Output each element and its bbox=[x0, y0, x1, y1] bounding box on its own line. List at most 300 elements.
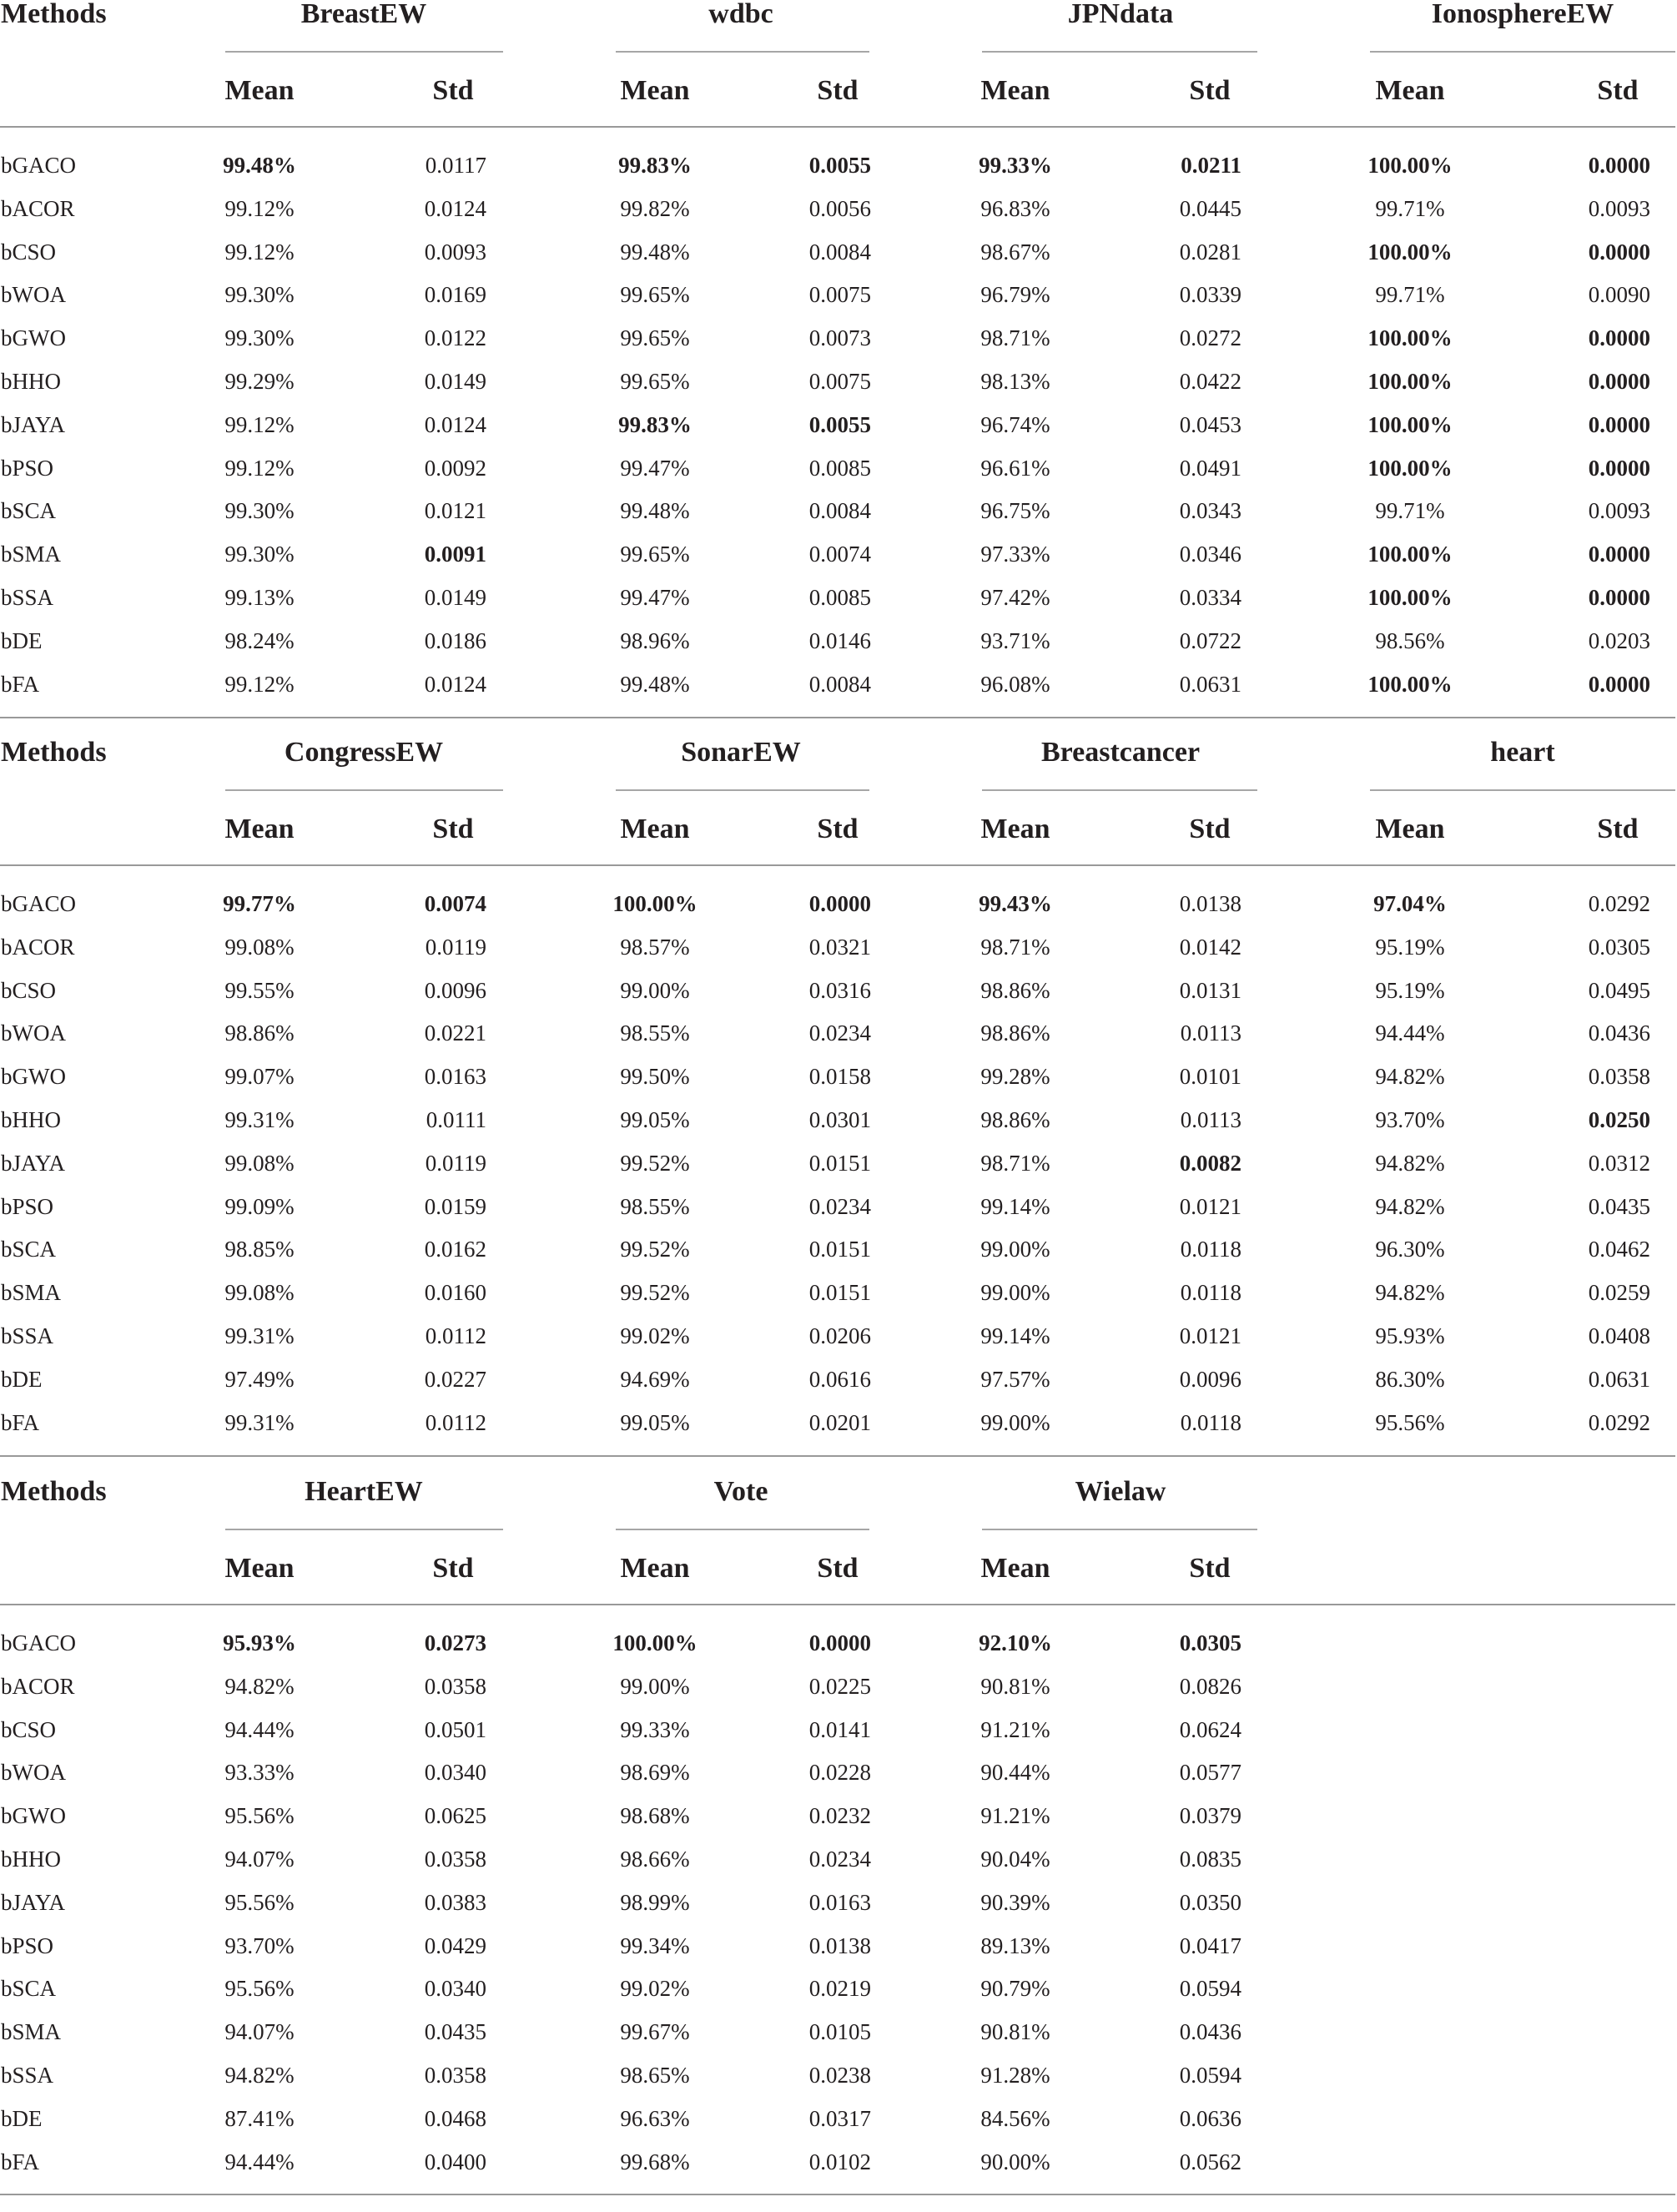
std-value: 0.0138 bbox=[1179, 891, 1241, 916]
mean-value: 99.05% bbox=[620, 1409, 690, 1435]
dataset-header: Wielaw bbox=[1075, 1476, 1166, 1507]
std-value: 0.0225 bbox=[808, 1673, 871, 1699]
dataset-underline bbox=[225, 1529, 503, 1530]
mean-value: 99.12% bbox=[224, 455, 295, 481]
std-value: 0.0075 bbox=[808, 369, 871, 394]
mean-value: 99.30% bbox=[224, 282, 295, 308]
std-value: 0.0141 bbox=[808, 1716, 871, 1742]
std-value: 0.0631 bbox=[1588, 1366, 1650, 1392]
std-value: 0.0113 bbox=[1180, 1020, 1241, 1046]
std-value: 0.0073 bbox=[808, 325, 871, 351]
std-value: 0.0056 bbox=[808, 195, 871, 221]
method-name: bCSO bbox=[1, 1716, 57, 1742]
dataset-header: BreastEW bbox=[300, 0, 427, 29]
mean-value: 94.82% bbox=[1375, 1150, 1445, 1176]
method-name: bPSO bbox=[1, 1193, 54, 1219]
mean-value: 93.70% bbox=[1375, 1107, 1445, 1132]
std-value: 0.0206 bbox=[808, 1323, 871, 1348]
std-value: 0.0118 bbox=[1180, 1280, 1241, 1306]
mean-value: 99.48% bbox=[223, 153, 296, 178]
std-value: 0.0346 bbox=[1179, 542, 1241, 567]
std-value: 0.0624 bbox=[1179, 1716, 1241, 1742]
mean-value: 98.69% bbox=[620, 1760, 690, 1786]
method-name: bSCA bbox=[1, 498, 57, 524]
table-section bbox=[0, 0, 1677, 734]
std-column-header: Std bbox=[432, 814, 474, 844]
method-name: bSMA bbox=[1, 2019, 62, 2045]
std-value: 0.0124 bbox=[424, 671, 486, 697]
dataset-underline bbox=[1370, 51, 1675, 53]
mean-value: 99.52% bbox=[620, 1150, 690, 1176]
header-rule bbox=[0, 864, 1675, 866]
std-value: 0.0234 bbox=[808, 1020, 871, 1046]
mean-value: 100.00% bbox=[1367, 671, 1453, 697]
std-value: 0.0221 bbox=[424, 1020, 486, 1046]
std-value: 0.0138 bbox=[808, 1932, 871, 1958]
dataset-header: Vote bbox=[713, 1476, 768, 1507]
std-value: 0.0000 bbox=[1588, 671, 1650, 697]
std-value: 0.0142 bbox=[1179, 934, 1241, 960]
std-value: 0.0259 bbox=[1588, 1280, 1650, 1306]
mean-value: 99.02% bbox=[620, 1976, 690, 2002]
std-value: 0.0000 bbox=[808, 1630, 871, 1655]
dataset-underline bbox=[982, 51, 1257, 53]
std-value: 0.0228 bbox=[808, 1760, 871, 1786]
dataset-underline bbox=[616, 1529, 869, 1530]
std-value: 0.0055 bbox=[808, 153, 871, 178]
mean-value: 99.00% bbox=[980, 1237, 1050, 1262]
mean-value: 96.30% bbox=[1375, 1237, 1445, 1262]
mean-value: 93.70% bbox=[224, 1932, 295, 1958]
dataset-underline bbox=[982, 1529, 1257, 1530]
std-value: 0.0000 bbox=[1588, 153, 1650, 178]
std-value: 0.0436 bbox=[1588, 1020, 1650, 1046]
mean-value: 99.65% bbox=[620, 369, 690, 394]
method-name: bGWO bbox=[1, 325, 66, 351]
std-value: 0.0281 bbox=[1179, 239, 1241, 265]
mean-value: 84.56% bbox=[980, 2105, 1050, 2131]
mean-value: 99.77% bbox=[223, 891, 296, 916]
std-value: 0.0113 bbox=[1180, 1107, 1241, 1132]
mean-value: 99.43% bbox=[979, 891, 1052, 916]
std-value: 0.0435 bbox=[424, 2019, 486, 2045]
std-value: 0.0074 bbox=[424, 891, 486, 916]
std-value: 0.0408 bbox=[1588, 1323, 1650, 1348]
std-value: 0.0101 bbox=[1179, 1064, 1241, 1090]
dataset-underline bbox=[982, 789, 1257, 791]
mean-column-header: Mean bbox=[980, 75, 1050, 106]
mean-value: 99.02% bbox=[620, 1323, 690, 1348]
mean-value: 99.00% bbox=[980, 1409, 1050, 1435]
method-name: bDE bbox=[1, 627, 43, 653]
std-value: 0.0305 bbox=[1179, 1630, 1241, 1655]
mean-value: 97.33% bbox=[980, 542, 1050, 567]
method-name: bACOR bbox=[1, 1673, 75, 1699]
dataset-underline bbox=[1370, 789, 1675, 791]
std-value: 0.0234 bbox=[808, 1193, 871, 1219]
mean-column-header: Mean bbox=[980, 1553, 1050, 1584]
std-value: 0.0436 bbox=[1179, 2019, 1241, 2045]
method-name: bHHO bbox=[1, 1107, 61, 1132]
std-value: 0.0232 bbox=[808, 1803, 871, 1829]
std-value: 0.0163 bbox=[424, 1064, 486, 1090]
std-value: 0.0162 bbox=[424, 1237, 486, 1262]
std-value: 0.0085 bbox=[808, 455, 871, 481]
std-value: 0.0631 bbox=[1179, 671, 1241, 697]
method-name: bPSO bbox=[1, 1932, 54, 1958]
mean-value: 99.47% bbox=[620, 585, 690, 610]
mean-value: 99.83% bbox=[618, 153, 692, 178]
std-value: 0.0055 bbox=[808, 411, 871, 437]
std-value: 0.0092 bbox=[424, 455, 486, 481]
method-name: bGACO bbox=[1, 891, 77, 916]
mean-value: 99.33% bbox=[979, 153, 1052, 178]
mean-value: 98.68% bbox=[620, 1803, 690, 1829]
method-name: bGACO bbox=[1, 153, 77, 178]
std-value: 0.0075 bbox=[808, 282, 871, 308]
method-name: bCSO bbox=[1, 239, 57, 265]
section-bottom-rule bbox=[0, 1455, 1675, 1457]
std-value: 0.0201 bbox=[808, 1409, 871, 1435]
std-value: 0.0169 bbox=[424, 282, 486, 308]
std-value: 0.0292 bbox=[1588, 1409, 1650, 1435]
mean-value: 90.04% bbox=[980, 1847, 1050, 1872]
mean-value: 91.21% bbox=[980, 1716, 1050, 1742]
std-value: 0.0093 bbox=[1588, 498, 1650, 524]
std-value: 0.0292 bbox=[1588, 891, 1650, 916]
mean-value: 97.49% bbox=[224, 1366, 295, 1392]
method-name: bSMA bbox=[1, 542, 62, 567]
mean-value: 98.55% bbox=[620, 1193, 690, 1219]
method-name: bJAYA bbox=[1, 1889, 66, 1915]
std-value: 0.0501 bbox=[424, 1716, 486, 1742]
mean-value: 100.00% bbox=[1367, 585, 1453, 610]
mean-value: 95.19% bbox=[1375, 934, 1445, 960]
std-value: 0.0131 bbox=[1179, 977, 1241, 1003]
mean-value: 99.50% bbox=[620, 1064, 690, 1090]
std-value: 0.0445 bbox=[1179, 195, 1241, 221]
std-value: 0.0339 bbox=[1179, 282, 1241, 308]
mean-value: 99.71% bbox=[1375, 498, 1445, 524]
section-bottom-rule bbox=[0, 717, 1675, 718]
mean-column-header: Mean bbox=[224, 814, 295, 844]
std-value: 0.0350 bbox=[1179, 1889, 1241, 1915]
mean-value: 100.00% bbox=[1367, 455, 1453, 481]
mean-value: 99.47% bbox=[620, 455, 690, 481]
std-value: 0.0000 bbox=[1588, 585, 1650, 610]
std-column-header: Std bbox=[817, 1553, 859, 1584]
mean-value: 90.39% bbox=[980, 1889, 1050, 1915]
mean-value: 99.48% bbox=[620, 671, 690, 697]
mean-value: 93.71% bbox=[980, 627, 1050, 653]
mean-value: 99.33% bbox=[620, 1716, 690, 1742]
mean-value: 95.56% bbox=[1375, 1409, 1445, 1435]
std-value: 0.0149 bbox=[424, 585, 486, 610]
mean-value: 99.28% bbox=[980, 1064, 1050, 1090]
std-value: 0.0124 bbox=[424, 411, 486, 437]
std-value: 0.0835 bbox=[1179, 1847, 1241, 1872]
mean-value: 100.00% bbox=[1367, 239, 1453, 265]
mean-value: 98.56% bbox=[1375, 627, 1445, 653]
mean-value: 99.29% bbox=[224, 369, 295, 394]
mean-value: 96.61% bbox=[980, 455, 1050, 481]
mean-value: 99.48% bbox=[620, 239, 690, 265]
method-name: bGACO bbox=[1, 1630, 77, 1655]
mean-value: 95.56% bbox=[224, 1976, 295, 2002]
dataset-underline bbox=[616, 789, 869, 791]
std-value: 0.0112 bbox=[425, 1409, 486, 1435]
std-column-header: Std bbox=[1189, 814, 1231, 844]
mean-value: 99.08% bbox=[224, 1150, 295, 1176]
std-value: 0.0122 bbox=[424, 325, 486, 351]
mean-value: 99.65% bbox=[620, 542, 690, 567]
mean-value: 86.30% bbox=[1375, 1366, 1445, 1392]
std-value: 0.0093 bbox=[1588, 195, 1650, 221]
mean-column-header: Mean bbox=[224, 75, 295, 106]
mean-column-header: Mean bbox=[620, 75, 690, 106]
std-column-header: Std bbox=[1597, 75, 1639, 106]
mean-value: 95.93% bbox=[1375, 1323, 1445, 1348]
std-value: 0.0636 bbox=[1179, 2105, 1241, 2131]
std-value: 0.0085 bbox=[808, 585, 871, 610]
mean-value: 99.00% bbox=[980, 1280, 1050, 1306]
mean-value: 93.33% bbox=[224, 1760, 295, 1786]
method-name: bWOA bbox=[1, 1020, 66, 1046]
mean-value: 90.81% bbox=[980, 1673, 1050, 1699]
mean-value: 99.83% bbox=[618, 411, 692, 437]
dataset-header: CongressEW bbox=[284, 737, 444, 768]
std-value: 0.0227 bbox=[424, 1366, 486, 1392]
std-value: 0.0435 bbox=[1588, 1193, 1650, 1219]
std-value: 0.0234 bbox=[808, 1847, 871, 1872]
mean-value: 99.48% bbox=[620, 498, 690, 524]
std-column-header: Std bbox=[1189, 75, 1231, 106]
method-name: bDE bbox=[1, 1366, 43, 1392]
std-column-header: Std bbox=[817, 75, 859, 106]
methods-header: Methods bbox=[1, 737, 107, 768]
dataset-underline bbox=[225, 789, 503, 791]
mean-value: 94.82% bbox=[224, 1673, 295, 1699]
std-value: 0.0000 bbox=[1588, 239, 1650, 265]
mean-value: 98.86% bbox=[980, 977, 1050, 1003]
mean-value: 100.00% bbox=[612, 891, 697, 916]
dataset-header: JPNdata bbox=[1067, 0, 1174, 29]
mean-value: 99.31% bbox=[224, 1409, 295, 1435]
mean-value: 99.71% bbox=[1375, 195, 1445, 221]
mean-value: 100.00% bbox=[1367, 411, 1453, 437]
mean-value: 95.56% bbox=[224, 1803, 295, 1829]
mean-value: 94.82% bbox=[224, 2063, 295, 2088]
mean-value: 98.86% bbox=[224, 1020, 295, 1046]
std-value: 0.0312 bbox=[1588, 1150, 1650, 1176]
mean-value: 90.81% bbox=[980, 2019, 1050, 2045]
method-name: bJAYA bbox=[1, 411, 66, 437]
method-name: bWOA bbox=[1, 282, 66, 308]
std-value: 0.0119 bbox=[425, 934, 486, 960]
mean-value: 98.85% bbox=[224, 1237, 295, 1262]
std-value: 0.0305 bbox=[1588, 934, 1650, 960]
std-value: 0.0722 bbox=[1179, 627, 1241, 653]
mean-value: 98.65% bbox=[620, 2063, 690, 2088]
mean-value: 100.00% bbox=[1367, 369, 1453, 394]
mean-value: 99.55% bbox=[224, 977, 295, 1003]
std-value: 0.0340 bbox=[424, 1760, 486, 1786]
mean-value: 95.19% bbox=[1375, 977, 1445, 1003]
mean-value: 97.57% bbox=[980, 1366, 1050, 1392]
mean-value: 100.00% bbox=[1367, 325, 1453, 351]
std-value: 0.0238 bbox=[808, 2063, 871, 2088]
std-value: 0.0000 bbox=[1588, 411, 1650, 437]
std-value: 0.0594 bbox=[1179, 2063, 1241, 2088]
std-value: 0.0453 bbox=[1179, 411, 1241, 437]
mean-value: 90.44% bbox=[980, 1760, 1050, 1786]
mean-value: 99.30% bbox=[224, 325, 295, 351]
mean-value: 99.30% bbox=[224, 498, 295, 524]
method-name: bSSA bbox=[1, 2063, 54, 2088]
std-value: 0.0096 bbox=[424, 977, 486, 1003]
mean-value: 98.71% bbox=[980, 934, 1050, 960]
std-value: 0.0084 bbox=[808, 671, 871, 697]
std-value: 0.0219 bbox=[808, 1976, 871, 2002]
mean-value: 90.79% bbox=[980, 1976, 1050, 2002]
mean-value: 99.13% bbox=[224, 585, 295, 610]
table-section bbox=[0, 1478, 1677, 2212]
mean-value: 99.65% bbox=[620, 325, 690, 351]
mean-column-header: Mean bbox=[1375, 75, 1445, 106]
mean-value: 98.86% bbox=[980, 1020, 1050, 1046]
mean-value: 94.82% bbox=[1375, 1280, 1445, 1306]
method-name: bSMA bbox=[1, 1280, 62, 1306]
mean-value: 99.09% bbox=[224, 1193, 295, 1219]
method-name: bSSA bbox=[1, 1323, 54, 1348]
method-name: bCSO bbox=[1, 977, 57, 1003]
std-value: 0.0317 bbox=[808, 2105, 871, 2131]
method-name: bSCA bbox=[1, 1237, 57, 1262]
std-value: 0.0186 bbox=[424, 627, 486, 653]
mean-value: 94.44% bbox=[224, 2149, 295, 2174]
mean-value: 98.66% bbox=[620, 1847, 690, 1872]
mean-value: 87.41% bbox=[224, 2105, 295, 2131]
mean-value: 99.68% bbox=[620, 2149, 690, 2174]
mean-value: 99.30% bbox=[224, 542, 295, 567]
std-value: 0.0400 bbox=[424, 2149, 486, 2174]
mean-value: 98.71% bbox=[980, 1150, 1050, 1176]
std-value: 0.0000 bbox=[808, 891, 871, 916]
mean-value: 98.13% bbox=[980, 369, 1050, 394]
std-value: 0.0594 bbox=[1179, 1976, 1241, 2002]
std-column-header: Std bbox=[432, 1553, 474, 1584]
std-value: 0.0495 bbox=[1588, 977, 1650, 1003]
std-value: 0.0616 bbox=[808, 1366, 871, 1392]
std-value: 0.0091 bbox=[424, 542, 486, 567]
mean-value: 98.71% bbox=[980, 325, 1050, 351]
std-value: 0.0096 bbox=[1179, 1366, 1241, 1392]
mean-value: 94.07% bbox=[224, 2019, 295, 2045]
std-value: 0.0082 bbox=[1179, 1150, 1241, 1176]
table-section bbox=[0, 738, 1677, 1473]
mean-value: 96.79% bbox=[980, 282, 1050, 308]
mean-value: 95.56% bbox=[224, 1889, 295, 1915]
std-value: 0.0468 bbox=[424, 2105, 486, 2131]
mean-value: 99.67% bbox=[620, 2019, 690, 2045]
std-value: 0.0577 bbox=[1179, 1760, 1241, 1786]
std-value: 0.0340 bbox=[424, 1976, 486, 2002]
dataset-header: wdbc bbox=[708, 0, 773, 29]
std-value: 0.0000 bbox=[1588, 369, 1650, 394]
std-column-header: Std bbox=[432, 75, 474, 106]
method-name: bSSA bbox=[1, 585, 54, 610]
std-value: 0.0118 bbox=[1180, 1409, 1241, 1435]
std-value: 0.0272 bbox=[1179, 325, 1241, 351]
mean-value: 98.57% bbox=[620, 934, 690, 960]
mean-value: 95.93% bbox=[223, 1630, 296, 1655]
mean-value: 91.21% bbox=[980, 1803, 1050, 1829]
dataset-header: IonosphereEW bbox=[1431, 0, 1614, 29]
mean-column-header: Mean bbox=[980, 814, 1050, 844]
std-value: 0.0429 bbox=[424, 1932, 486, 1958]
mean-column-header: Mean bbox=[224, 1553, 295, 1584]
std-value: 0.0149 bbox=[424, 369, 486, 394]
std-value: 0.0105 bbox=[808, 2019, 871, 2045]
mean-value: 94.82% bbox=[1375, 1193, 1445, 1219]
method-name: bACOR bbox=[1, 934, 75, 960]
std-value: 0.0158 bbox=[808, 1064, 871, 1090]
mean-value: 99.14% bbox=[980, 1193, 1050, 1219]
mean-value: 99.12% bbox=[224, 411, 295, 437]
std-value: 0.0203 bbox=[1588, 627, 1650, 653]
mean-value: 99.00% bbox=[620, 977, 690, 1003]
std-value: 0.0163 bbox=[808, 1889, 871, 1915]
mean-value: 99.12% bbox=[224, 239, 295, 265]
method-name: bGWO bbox=[1, 1803, 66, 1829]
mean-value: 99.12% bbox=[224, 671, 295, 697]
mean-value: 98.86% bbox=[980, 1107, 1050, 1132]
std-value: 0.0112 bbox=[425, 1323, 486, 1348]
method-name: bWOA bbox=[1, 1760, 66, 1786]
std-value: 0.0562 bbox=[1179, 2149, 1241, 2174]
mean-column-header: Mean bbox=[1375, 814, 1445, 844]
std-value: 0.0383 bbox=[424, 1889, 486, 1915]
std-value: 0.0462 bbox=[1588, 1237, 1650, 1262]
std-value: 0.0119 bbox=[425, 1150, 486, 1176]
mean-value: 98.24% bbox=[224, 627, 295, 653]
std-value: 0.0625 bbox=[424, 1803, 486, 1829]
std-value: 0.0000 bbox=[1588, 325, 1650, 351]
std-value: 0.0121 bbox=[1179, 1323, 1241, 1348]
section-bottom-rule bbox=[0, 2194, 1675, 2195]
std-value: 0.0121 bbox=[1179, 1193, 1241, 1219]
std-column-header: Std bbox=[1597, 814, 1639, 844]
std-value: 0.0321 bbox=[808, 934, 871, 960]
std-value: 0.0074 bbox=[808, 542, 871, 567]
mean-value: 99.14% bbox=[980, 1323, 1050, 1348]
mean-value: 99.12% bbox=[224, 195, 295, 221]
std-value: 0.0000 bbox=[1588, 542, 1650, 567]
std-value: 0.0417 bbox=[1179, 1932, 1241, 1958]
method-name: bFA bbox=[1, 671, 40, 697]
mean-value: 94.69% bbox=[620, 1366, 690, 1392]
method-name: bJAYA bbox=[1, 1150, 66, 1176]
method-name: bFA bbox=[1, 1409, 40, 1435]
std-value: 0.0084 bbox=[808, 239, 871, 265]
mean-value: 98.67% bbox=[980, 239, 1050, 265]
mean-value: 99.34% bbox=[620, 1932, 690, 1958]
mean-value: 96.74% bbox=[980, 411, 1050, 437]
method-name: bPSO bbox=[1, 455, 54, 481]
mean-value: 100.00% bbox=[612, 1630, 697, 1655]
mean-value: 98.55% bbox=[620, 1020, 690, 1046]
std-value: 0.0084 bbox=[808, 498, 871, 524]
